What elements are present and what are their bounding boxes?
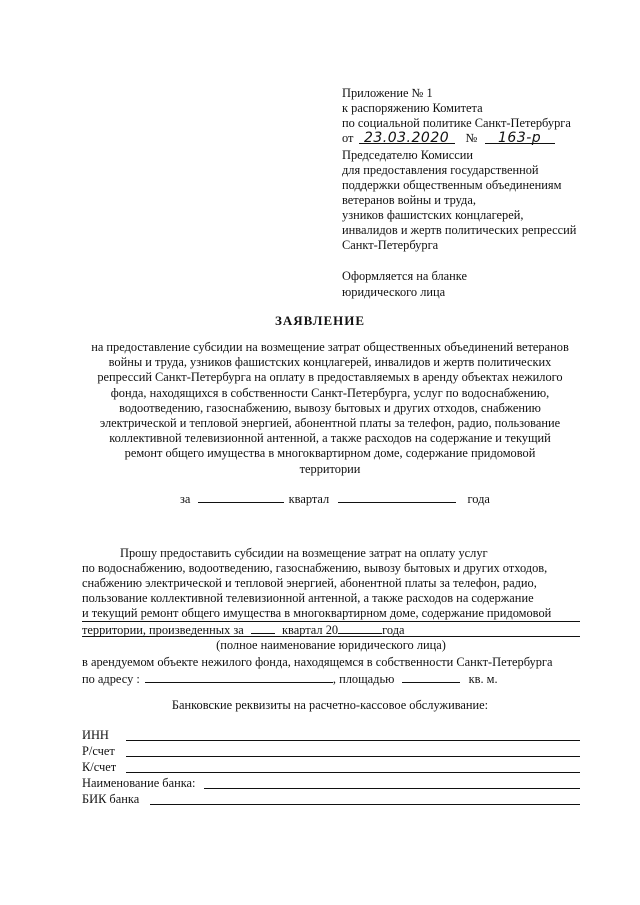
request-line: пользование коллективной телевизионной антенной, а также расходов на содержание bbox=[82, 591, 534, 605]
corr-account-label: К/счет bbox=[82, 760, 117, 774]
org-name-caption: (полное наименование юридического лица) bbox=[216, 638, 446, 652]
request-year-field[interactable] bbox=[338, 621, 382, 634]
account-field[interactable] bbox=[126, 756, 580, 757]
area-label: , площадью bbox=[332, 672, 395, 686]
request-line: по водоснабжению, водоотведению, газоснабжению, вывозу бытовых и других отходов, bbox=[82, 561, 548, 575]
appendix-title: Приложение № 1 bbox=[342, 86, 433, 100]
bik-label: БИК банка bbox=[82, 792, 140, 806]
org-name-line-2[interactable] bbox=[82, 636, 580, 637]
period-prefix: за bbox=[180, 492, 191, 506]
bank-heading: Банковские реквизиты на расчетно-кассовое обслуживание: bbox=[171, 698, 489, 712]
date-prefix: от bbox=[342, 131, 354, 145]
appendix-committee: по социальной политике Санкт-Петербурга bbox=[342, 116, 571, 130]
addressee-block bbox=[342, 148, 576, 253]
subject-line: территории bbox=[299, 461, 361, 476]
request-year-label: года bbox=[382, 623, 405, 637]
subject-line: на предоставление субсидии на возмещение затрат общественных объединений ветеранов bbox=[91, 340, 569, 354]
subject-line: водоотведению, газоснабжению, вывозу бытовых и других отходов, снабжению bbox=[119, 400, 541, 415]
document-title: ЗАЯВЛЕНИЕ bbox=[274, 313, 366, 328]
subject-line: электрической и тепловой энергией, абонентной платы за телефон, радио, пользование bbox=[99, 416, 561, 431]
addressee-line: для предоставления государственной bbox=[342, 163, 539, 177]
letterhead-note-2: юридического лица bbox=[342, 285, 446, 299]
period-quarter-field[interactable] bbox=[198, 490, 284, 503]
bik-field[interactable] bbox=[150, 804, 580, 805]
addressee-line: ветеранов войны и труда, bbox=[342, 193, 476, 207]
appendix-date-line bbox=[342, 131, 555, 146]
bank-name-label: Наименование банка: bbox=[82, 776, 196, 790]
org-name-line-1[interactable] bbox=[82, 621, 580, 622]
corr-account-field[interactable] bbox=[126, 772, 580, 773]
period-year-label: года bbox=[467, 492, 490, 506]
request-quarter-label: квартал 20 bbox=[282, 623, 339, 637]
address-field[interactable] bbox=[145, 670, 333, 683]
order-number: 163-р bbox=[485, 131, 555, 144]
request-quarter-field[interactable] bbox=[251, 621, 275, 634]
subject-line: репрессий Санкт-Петербурга на оплату в предоставляемых в аренду объектах нежилого bbox=[97, 370, 563, 385]
request-line: Прошу предоставить субсидии на возмещение затрат на оплату услуг bbox=[120, 546, 488, 560]
request-last-prefix: территории, произведенных за bbox=[82, 623, 244, 637]
addressee-line: узников фашистских концлагерей, bbox=[342, 208, 524, 222]
subject-line: фонда, находящихся в собственности Санкт-Петербурга, услуг по водоснабжению, bbox=[110, 385, 550, 400]
area-unit: кв. м. bbox=[468, 672, 498, 686]
addressee-line: Санкт-Петербурга bbox=[342, 238, 439, 252]
addressee-line: поддержки общественным объединениям bbox=[342, 178, 562, 192]
request-line: и текущий ремонт общего имущества в многоквартирном доме, содержание придомовой bbox=[82, 606, 552, 620]
period-quarter-label: квартал bbox=[288, 492, 330, 506]
period-year-field[interactable] bbox=[338, 490, 456, 503]
order-date: 23.03.2020 bbox=[359, 131, 455, 144]
request-line: снабжению электрической и тепловой энергией, абонентной платы за телефон, радио, bbox=[82, 576, 537, 590]
account-label: Р/счет bbox=[82, 744, 115, 758]
number-prefix: № bbox=[465, 131, 478, 145]
period-line bbox=[180, 490, 490, 507]
appendix-order-ref: к распоряжению Комитета bbox=[342, 101, 483, 115]
addressee-line: Председателю Комиссии bbox=[342, 148, 474, 162]
addressee-line: инвалидов и жертв политических репрессий bbox=[342, 223, 577, 237]
location-line-1: в арендуемом объекте нежилого фонда, находящемся в собственности Санкт-Петербурга bbox=[82, 655, 553, 669]
area-field[interactable] bbox=[402, 670, 460, 683]
subject-line: коллективной телевизионной антенной, а также расходов на содержание и текущий bbox=[109, 431, 551, 446]
inn-label: ИНН bbox=[82, 728, 109, 742]
subject-paragraph bbox=[60, 340, 600, 477]
request-paragraph bbox=[82, 546, 602, 638]
subject-line: ремонт общего имущества в многоквартирном доме, содержание придомовой bbox=[124, 446, 536, 461]
subject-line: войны и труда, узников фашистских концлагерей, инвалидов и жертв политических bbox=[108, 355, 552, 370]
address-label: по адресу : bbox=[82, 672, 140, 686]
inn-field[interactable] bbox=[126, 740, 580, 741]
letterhead-note-1: Оформляется на бланке bbox=[342, 269, 468, 283]
bank-name-field[interactable] bbox=[204, 788, 580, 789]
location-line-2 bbox=[82, 670, 498, 687]
